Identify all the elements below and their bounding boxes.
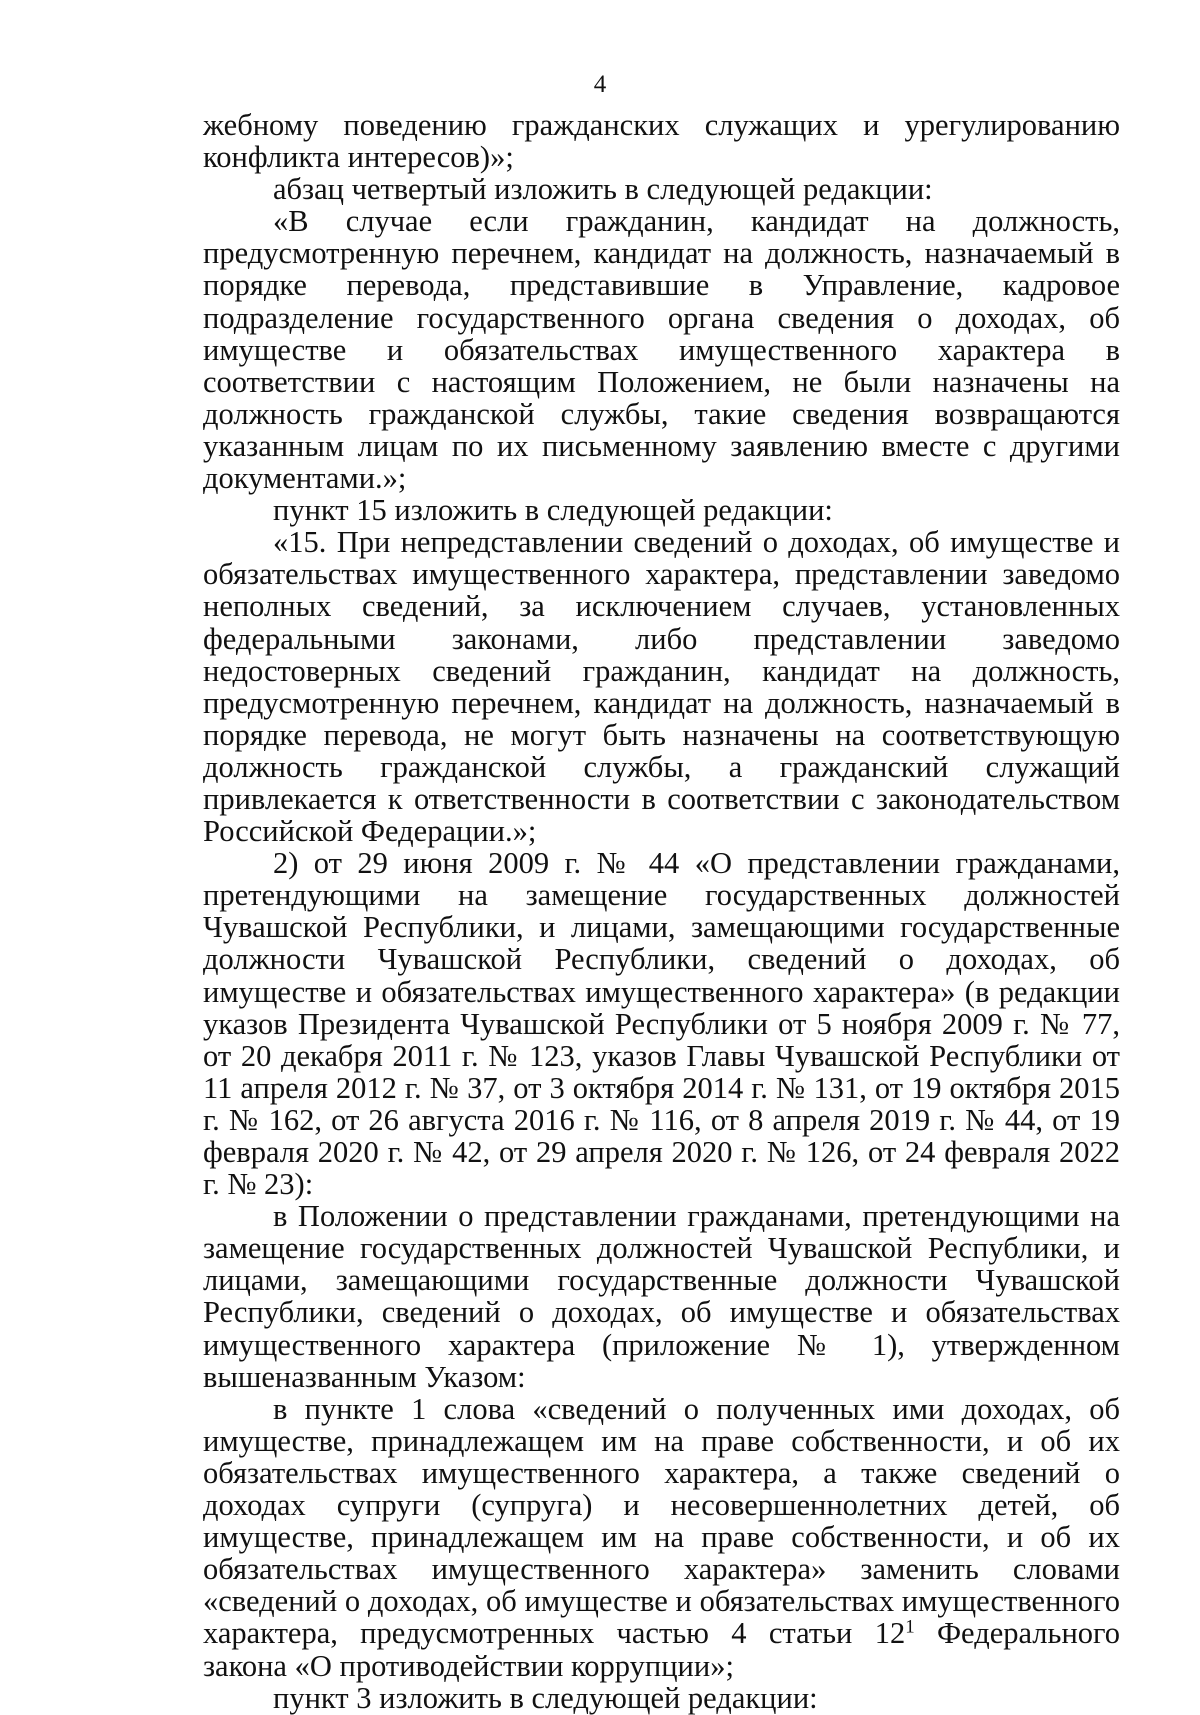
paragraph-decree-2: 2) от 29 июня 2009 г. № 44 «О представлении гражданами, претендующими на замещение государственных должностей Чувашской Республики, и лицами, замещающими государственные должности Чувашской Республики, сведений о доходах, об имуществе и обязательствах имущественного характера» (в редакции указов Президента Чувашской Республики от 5 ноября 2009 г. № 77, от 20 декабря 2011 г. № 123, указов Главы Чувашской Республики от 11 апреля 2012 г. № 37, от 3 октября 2014 г. № 131, от 19 октября 2015 г. № 162, от 26 августа 2016 г. № 116, от 8 апреля 2019 г. № 44, от 19 февраля 2020 г. № 42, от 29 апреля 2020 г. № 126, от 24 февраля 2022 г. № 23): (203, 846, 1120, 1202)
paragraph-quoted-item-15: «15. При непредставлении сведений о доходах, об имуществе и обязательствах имущественного характера, представлении заведомо неполных сведений, за исключением случаев, установленных федеральными законами, либо представлении заведомо недостоверных сведений гражданин, кандидат на должность, предусмотренную перечнем, кандидат на должность, назначаемый в порядке перевода, не могут быть назначены на соответствующую должность гражданской службы, а гражданский служащий привлекается к ответственности в соответствии с законодательством Российской Федерации.»; (203, 525, 1120, 849)
paragraph-continuation: жебному поведению гражданских служащих и урегулированию конфликта интересов)»; (203, 108, 1120, 175)
article-superscript: 1 (905, 1617, 915, 1639)
page-number: 4 (593, 71, 607, 98)
paragraph-regulation-reference: в Положении о представлении гражданами, претендующими на замещение государственных должностей Чувашской Республики, и лицами, замещающими государственные должности Чувашской Республики, сведений о доходах, об имуществе и обязательствах имущественного характера (приложение № 1), утвержденном вышеназванным Указом: (203, 1199, 1120, 1394)
item-1-text-before: в пункте 1 слова «сведений о полученных ими доходах, об имуществе, принадлежащем им на праве собственности, и об их обязательствах имущественного характера, а также сведений о доходах супруги (супруга) и несовершеннолетних детей, об имуществе, принадлежащем им на праве собственности, и об их обязательствах имущественного характера» заменить словами «сведений о доходах, об имуществе и обязательствах имущественного характера, предусмотренных частью 4 статьи 12 (203, 1391, 1120, 1651)
paragraph-instruction-item-15: пункт 15 изложить в следующей редакции: (273, 493, 833, 528)
document-body (203, 109, 1120, 1714)
paragraph-instruction-item-3: пункт 3 изложить в следующей редакции: (273, 1680, 818, 1715)
paragraph-instruction-paragraph-four: абзац четвертый изложить в следующей редакции: (273, 172, 933, 207)
item-1-text-after: Федерального закона «О противодействии коррупции»; (203, 1616, 1121, 1683)
paragraph-item-1-replacement (203, 1393, 1120, 1682)
paragraph-quoted-amendment-return-documents: «В случае если гражданин, кандидат на должность, предусмотренную перечнем, кандидат на должность, назначаемый в порядке перевода, представившие в Управление, кадровое подразделение государственного органа сведения о доходах, об имуществе и обязательствах имущественного характера в соответствии с настоящим Положением, не были назначены на должность гражданской службы, такие сведения возвращаются указанным лицам по их письменному заявлению вместе с другими документами.»; (203, 204, 1120, 496)
